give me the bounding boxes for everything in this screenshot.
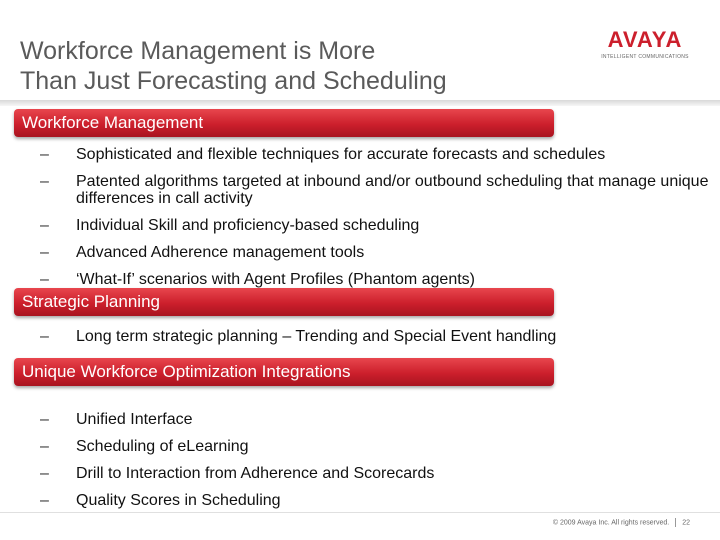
slide-title-line-1: Workforce Management is More xyxy=(20,37,376,65)
slide-footer xyxy=(553,518,690,527)
bullet-dash: – xyxy=(40,411,49,428)
bullet-dash: – xyxy=(40,244,49,261)
slide-title xyxy=(20,36,580,96)
list-item xyxy=(40,146,720,163)
bullet-dash: – xyxy=(40,217,49,234)
section-heading: Workforce Management xyxy=(22,113,204,132)
bullet-dash: – xyxy=(40,438,49,455)
footer-divider xyxy=(0,512,720,513)
list-item xyxy=(40,411,434,428)
section-heading: Unique Workforce Optimization Integrations xyxy=(22,362,351,381)
bullet-dash: – xyxy=(40,328,49,345)
logo-wordmark: AVAYA xyxy=(607,27,683,52)
section-bullets-workforce-optimization xyxy=(40,411,434,519)
bullet-text: Drill to Interaction from Adherence and Scorecards xyxy=(76,465,435,482)
slide-title-line-2: Than Just Forecasting and Scheduling xyxy=(20,67,447,95)
footer-separator xyxy=(675,518,676,527)
section-header-workforce-optimization xyxy=(14,358,554,386)
list-item xyxy=(40,438,434,455)
bullet-text: Sophisticated and flexible techniques for accurate forecasts and schedules xyxy=(76,146,606,163)
bullet-dash: – xyxy=(40,492,49,509)
bullet-text: Scheduling of eLearning xyxy=(76,438,249,455)
bullet-text: Unified Interface xyxy=(76,411,193,428)
section-heading: Strategic Planning xyxy=(22,292,160,311)
list-item xyxy=(40,271,720,288)
list-item xyxy=(40,217,720,234)
copyright-text: © 2009 Avaya Inc. All rights reserved. xyxy=(552,519,670,527)
list-item xyxy=(40,465,434,482)
bullet-text: Advanced Adherence management tools xyxy=(76,244,365,261)
bullet-dash: – xyxy=(40,146,49,163)
list-item xyxy=(40,492,434,509)
avaya-logo xyxy=(600,28,690,60)
bullet-text: ‘What-If’ scenarios with Agent Profiles (Phantom agents) xyxy=(76,271,475,288)
bullet-text: Patented algorithms targeted at inbound and/or outbound scheduling that manage unique differences in call activity xyxy=(76,173,709,207)
section-bullets-workforce-management xyxy=(40,146,720,298)
section-bullets-strategic-planning xyxy=(40,328,556,355)
list-item xyxy=(40,328,556,345)
bullet-text: Long term strategic planning – Trending and Special Event handling xyxy=(76,328,557,345)
title-divider xyxy=(0,100,720,106)
page-number: 22 xyxy=(682,519,690,527)
bullet-dash: – xyxy=(40,173,49,190)
bullet-dash: – xyxy=(40,465,49,482)
list-item xyxy=(40,173,720,207)
logo-tagline: INTELLIGENT COMMUNICATIONS xyxy=(601,54,689,60)
section-header-strategic-planning xyxy=(14,288,554,316)
section-header-workforce-management xyxy=(14,109,554,137)
list-item xyxy=(40,244,720,261)
bullet-dash: – xyxy=(40,271,49,288)
bullet-text: Individual Skill and proficiency-based scheduling xyxy=(76,217,420,234)
bullet-text: Quality Scores in Scheduling xyxy=(76,492,281,509)
